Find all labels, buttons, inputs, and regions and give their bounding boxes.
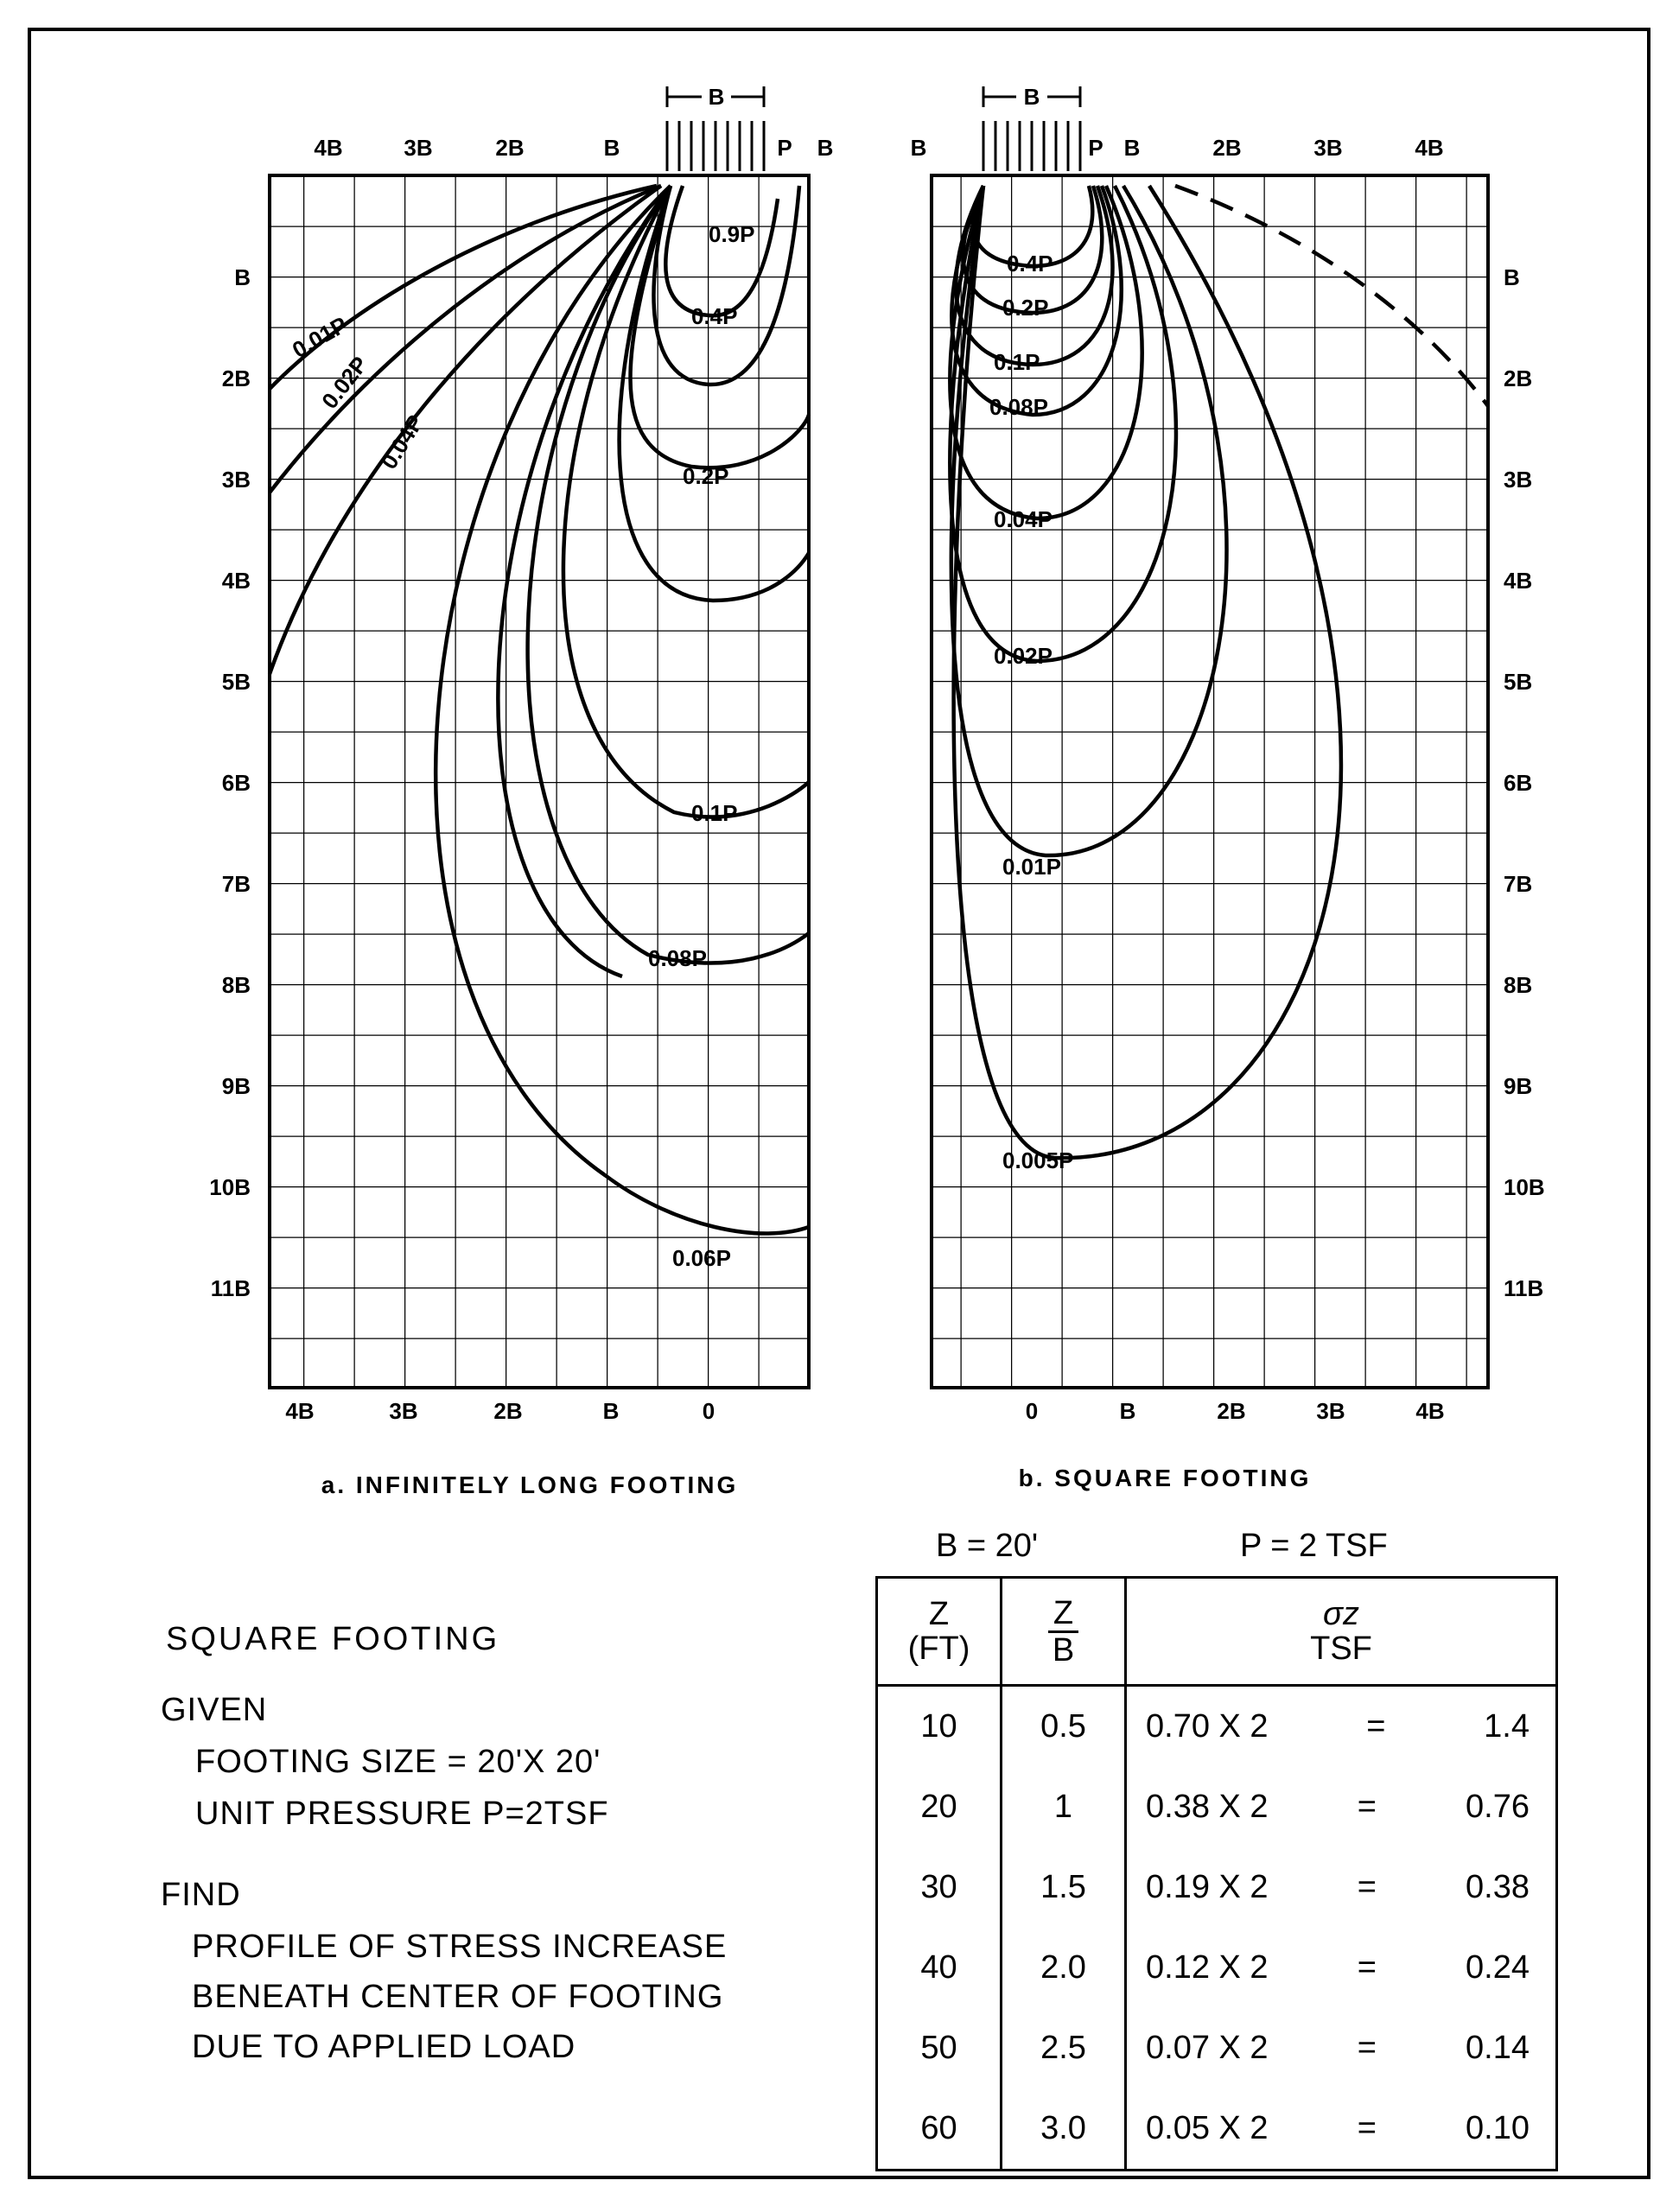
- cell-expr: 0.12 X 2: [1146, 1949, 1269, 1986]
- axis-label: 9B: [1504, 1073, 1533, 1099]
- cell-result: 0.14: [1466, 2030, 1530, 2066]
- cell-equals: =: [1366, 1708, 1386, 1745]
- axis-label: 7B: [1504, 871, 1533, 897]
- cell-expr: 0.05 X 2: [1146, 2110, 1269, 2146]
- axis-label: 11B: [210, 1275, 251, 1301]
- table-row: [877, 2008, 1557, 2088]
- table-row: [877, 1686, 1557, 1768]
- cell-stress: [1126, 2088, 1557, 2171]
- contour-label: 0.06P: [672, 1245, 731, 1271]
- left-width-label: B: [708, 84, 725, 110]
- axis-label: 9B: [221, 1073, 251, 1099]
- cell-ratio: 2.5: [1002, 2008, 1126, 2088]
- contour-label: 0.04P: [375, 410, 429, 474]
- cell-stress: [1126, 1928, 1557, 2008]
- contour-label: 0.02P: [316, 351, 373, 414]
- table-header-row: [877, 1578, 1557, 1686]
- cell-ratio: 1: [1002, 1767, 1126, 1847]
- contour-label: 0.08P: [648, 945, 707, 971]
- left-bottom-axis: [285, 1398, 715, 1424]
- col-depth-symbol: Z: [928, 1596, 950, 1632]
- col-stress-header: [1126, 1578, 1557, 1686]
- cell-equals: =: [1357, 2110, 1377, 2146]
- contour-label: 0.9P: [709, 221, 755, 247]
- axis-label: 5B: [1504, 669, 1533, 695]
- cell-ratio: 2.0: [1002, 1928, 1126, 2008]
- axis-label: 11B: [1504, 1275, 1544, 1301]
- left-chart: [209, 84, 833, 1498]
- axis-label: 6B: [221, 770, 251, 796]
- cell-equals: =: [1357, 1949, 1377, 1986]
- find-line-2: BENEATH CENTER OF FOOTING: [192, 1979, 724, 2015]
- find-heading: FIND: [161, 1877, 241, 1913]
- contour-label: 0.04P: [994, 506, 1053, 532]
- cell-equals: =: [1357, 1869, 1377, 1905]
- table-row: [877, 1928, 1557, 2008]
- find-line-3: DUE TO APPLIED LOAD: [192, 2029, 576, 2065]
- axis-label: B: [602, 1398, 620, 1424]
- cell-result: 0.10: [1466, 2110, 1530, 2146]
- axis-label: 10B: [1504, 1174, 1545, 1200]
- cell-result: 0.76: [1466, 1789, 1530, 1825]
- axis-label: 2B: [1212, 135, 1242, 161]
- axis-label: B: [910, 135, 927, 161]
- axis-label: 4B: [314, 135, 343, 161]
- problem-title: SQUARE FOOTING: [166, 1621, 500, 1657]
- cell-equals: =: [1357, 2030, 1377, 2066]
- cell-expr: 0.70 X 2: [1146, 1708, 1269, 1745]
- axis-label: 2B: [1217, 1398, 1246, 1424]
- axis-label: 10B: [209, 1174, 251, 1200]
- contour-label: 0.2P: [1002, 295, 1049, 321]
- axis-label: B: [603, 135, 620, 161]
- contour-label: 0.2P: [683, 463, 729, 489]
- axis-label: 2B: [221, 365, 251, 391]
- table-row: [877, 1847, 1557, 1928]
- right-depth-axis: [1504, 264, 1545, 1301]
- axis-label: 0: [1025, 1398, 1039, 1424]
- axis-label: 3B: [221, 467, 251, 493]
- axis-label: 3B: [389, 1398, 418, 1424]
- cell-depth: 60: [877, 2088, 1002, 2171]
- cell-expr: 0.07 X 2: [1146, 2030, 1269, 2066]
- ratio-numerator: Z: [1048, 1596, 1078, 1633]
- axis-label: 3B: [1504, 467, 1533, 493]
- table-p-value: P = 2 TSF: [1240, 1528, 1388, 1564]
- ratio-denominator: B: [1052, 1631, 1075, 1669]
- col-stress-unit: TSF: [1310, 1630, 1372, 1667]
- table-row: [877, 1767, 1557, 1847]
- col-depth-unit: (FT): [907, 1630, 970, 1667]
- cell-depth: 10: [877, 1686, 1002, 1768]
- axis-label: 5B: [221, 669, 251, 695]
- left-caption: a. INFINITELY LONG FOOTING: [321, 1471, 739, 1498]
- given-heading: GIVEN: [161, 1692, 268, 1728]
- axis-label: 2B: [493, 1398, 523, 1424]
- axis-label: B: [1119, 1398, 1136, 1424]
- cell-result: 0.24: [1466, 1949, 1530, 1986]
- cell-equals: =: [1357, 1789, 1377, 1825]
- contour-label: 0.08P: [989, 394, 1048, 420]
- col-depth-header: [877, 1578, 1002, 1686]
- axis-label: 2B: [495, 135, 525, 161]
- axis-label: 4B: [1504, 568, 1533, 594]
- cell-ratio: 1.5: [1002, 1847, 1126, 1928]
- contour-label: 0.4P: [1007, 251, 1053, 276]
- axis-label: 3B: [404, 135, 433, 161]
- cell-ratio: 0.5: [1002, 1686, 1126, 1768]
- right-chart: [911, 84, 1545, 1491]
- cell-depth: 40: [877, 1928, 1002, 2008]
- cell-stress: [1126, 1686, 1557, 1768]
- cell-expr: 0.19 X 2: [1146, 1869, 1269, 1905]
- contour-label: 0.1P: [994, 349, 1040, 375]
- contour-label: 0.02P: [994, 643, 1053, 669]
- col-ratio-header: [1002, 1578, 1126, 1686]
- axis-label: B: [1504, 264, 1520, 290]
- right-width-label: B: [1023, 84, 1040, 110]
- right-caption: b. SQUARE FOOTING: [1018, 1465, 1312, 1491]
- axis-label: P: [777, 135, 792, 161]
- contour-label: 0.01P: [1002, 854, 1061, 880]
- axis-label: P: [1088, 135, 1103, 161]
- axis-label: 0: [702, 1398, 715, 1424]
- axis-label: 4B: [1415, 135, 1444, 161]
- cell-expr: 0.38 X 2: [1146, 1789, 1269, 1825]
- given-footing-size: FOOTING SIZE = 20'X 20': [195, 1744, 601, 1780]
- axis-label: 4B: [285, 1398, 315, 1424]
- cell-result: 0.38: [1466, 1869, 1530, 1905]
- cell-depth: 50: [877, 2008, 1002, 2088]
- cell-stress: [1126, 1847, 1557, 1928]
- right-top-axis: [911, 135, 1444, 161]
- stress-table: [875, 1576, 1558, 2171]
- contour-label: 0.005P: [1002, 1147, 1074, 1173]
- axis-label: 4B: [221, 568, 251, 594]
- axis-label: B: [234, 264, 251, 290]
- table-row: [877, 2088, 1557, 2171]
- axis-label: 4B: [1415, 1398, 1445, 1424]
- contour-label: 0.01P: [288, 311, 352, 364]
- axis-label: 8B: [221, 972, 251, 998]
- axis-label: 2B: [1504, 365, 1533, 391]
- right-bottom-axis: [1026, 1398, 1445, 1424]
- axis-label: B: [1123, 135, 1141, 161]
- cell-result: 1.4: [1484, 1708, 1530, 1745]
- left-top-axis: [314, 135, 833, 161]
- table-b-value: B = 20': [936, 1528, 1039, 1564]
- find-line-1: PROFILE OF STRESS INCREASE: [192, 1929, 728, 1965]
- ratio-fraction: [1048, 1596, 1078, 1668]
- cell-depth: 30: [877, 1847, 1002, 1928]
- axis-label: B: [817, 135, 834, 161]
- contour-label: 0.1P: [691, 800, 738, 826]
- cell-stress: [1126, 1767, 1557, 1847]
- axis-label: 3B: [1316, 1398, 1345, 1424]
- axis-label: 8B: [1504, 972, 1533, 998]
- contour-label: 0.4P: [691, 303, 738, 329]
- col-stress-symbol: σz: [1323, 1596, 1359, 1632]
- left-depth-axis: [209, 264, 251, 1301]
- axis-label: 7B: [221, 871, 251, 897]
- given-unit-pressure: UNIT PRESSURE P=2TSF: [195, 1796, 609, 1832]
- cell-depth: 20: [877, 1767, 1002, 1847]
- right-load-arrows: [983, 121, 1080, 171]
- cell-stress: [1126, 2008, 1557, 2088]
- left-load-arrows: [667, 121, 764, 171]
- axis-label: 6B: [1504, 770, 1533, 796]
- axis-label: 3B: [1313, 135, 1343, 161]
- cell-ratio: 3.0: [1002, 2088, 1126, 2171]
